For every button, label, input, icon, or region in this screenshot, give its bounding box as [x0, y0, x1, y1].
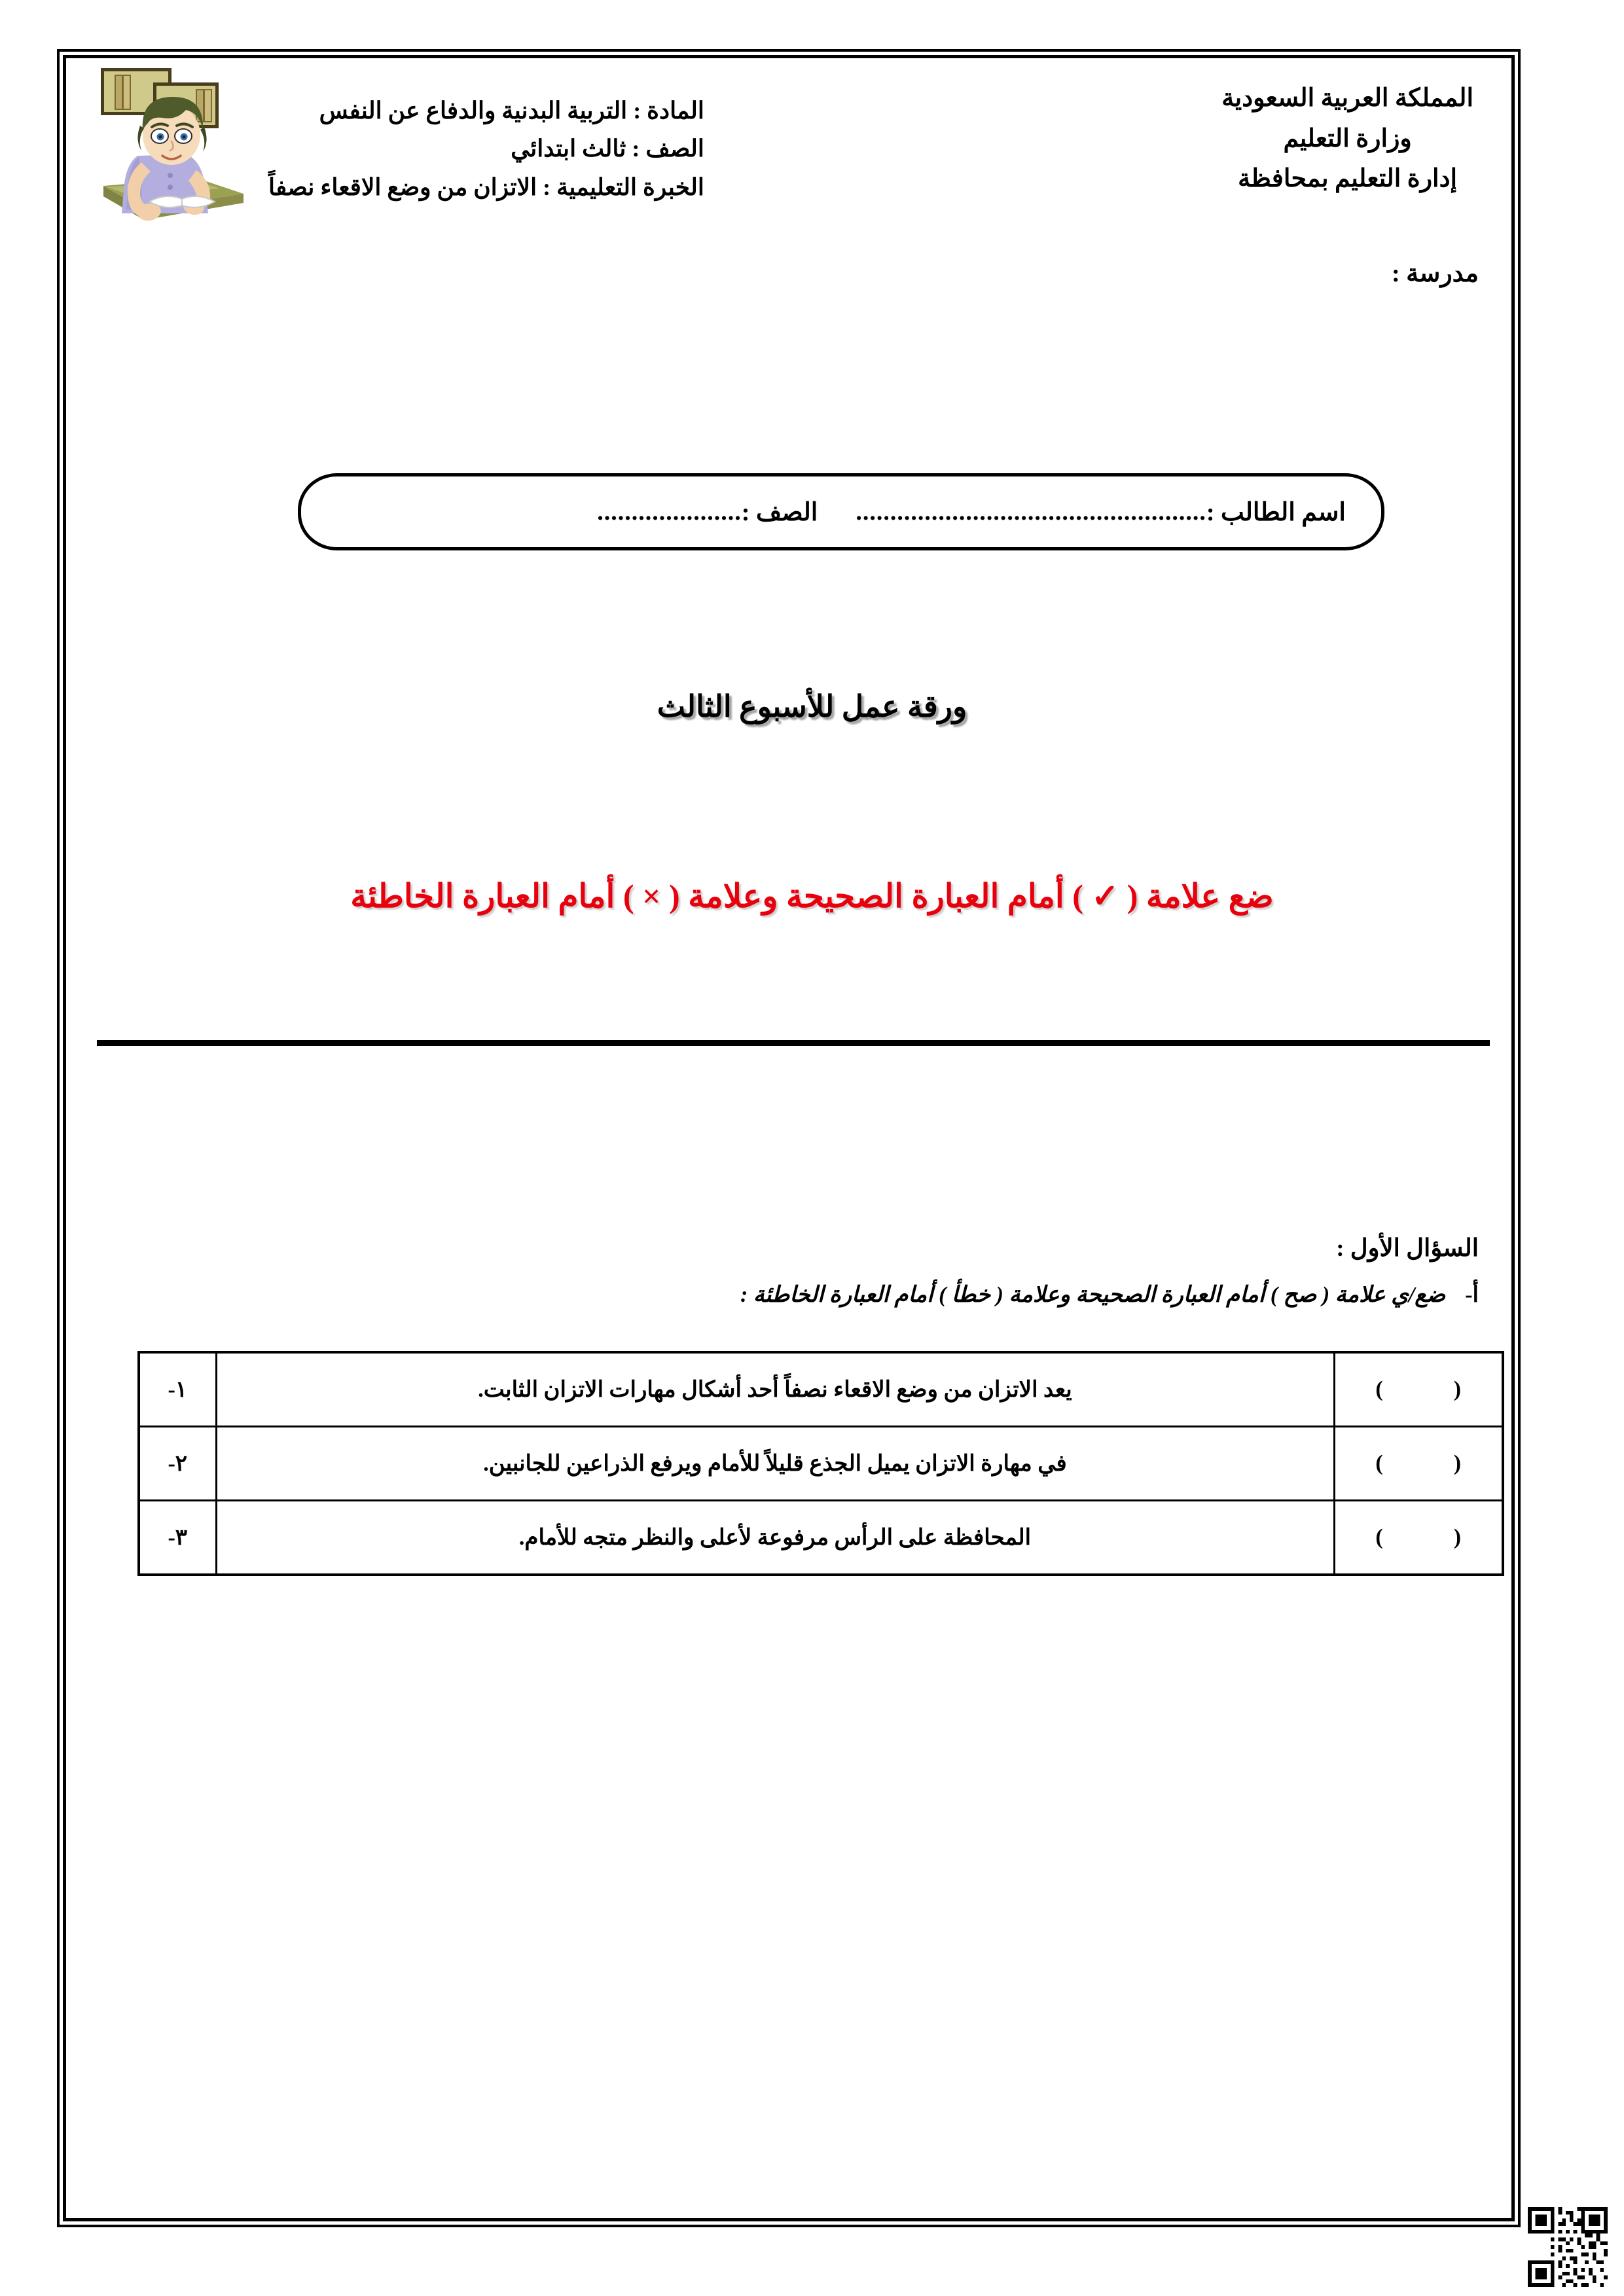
- ministry-line-department: إدارة التعليم بمحافظة: [1238, 165, 1458, 193]
- page-border: [63, 55, 1515, 2221]
- instruction-text: ضع علامة ( ✓ ) أمام العبارة الصحيحة وعلامة ( × ) أمام العبارة الخاطئة: [350, 878, 1274, 914]
- paren-close: ): [1375, 1525, 1383, 1549]
- experience-line: الخبرة التعليمية : الاتزان من وضع الاقعاء نصفاً: [268, 173, 704, 200]
- student-info-box: [298, 473, 1384, 550]
- table-row: [139, 1501, 1503, 1575]
- ministry-line-ministry: وزارة التعليم: [1283, 124, 1412, 152]
- question-prompt: ضع/ي علامة ( صح ) أمام العبارة الصحيحة وعلامة ( خطأ ) أمام العبارة الخاطئة :: [740, 1283, 1446, 1307]
- row-number-cell: ١-: [139, 1352, 216, 1427]
- statement-cell: في مهارة الاتزان يميل الجذع قليلاً للأمام ويرفع الذراعين للجانبين.: [216, 1427, 1334, 1501]
- page-title: ورقة عمل للأسبوع الثالث: [657, 690, 967, 723]
- student-name-label: اسم الطالب :: [1206, 498, 1346, 526]
- question-marker: أ-: [1465, 1283, 1479, 1307]
- student-class-field[interactable]: .....................: [597, 498, 742, 526]
- statement-cell: يعد الاتزان من وضع الاقعاء نصفاً أحد أشكال مهارات الاتزان الثابت.: [216, 1352, 1334, 1427]
- question-prompt-row: [740, 1282, 1479, 1308]
- paren-open: (: [1453, 1377, 1462, 1401]
- answer-cell[interactable]: [1334, 1501, 1503, 1575]
- answer-cell[interactable]: [1334, 1352, 1503, 1427]
- subject-header: [268, 92, 704, 206]
- paren-open: (: [1453, 1451, 1462, 1475]
- ministry-header: [1221, 79, 1473, 200]
- student-name-field[interactable]: ...................................................: [856, 498, 1206, 526]
- true-false-table: [137, 1351, 1504, 1576]
- grade-line: الصف : ثالث ابتدائي: [511, 135, 704, 162]
- paren-close: ): [1375, 1451, 1383, 1475]
- paren-open: (: [1453, 1525, 1462, 1549]
- qr-code: [1528, 2207, 1608, 2287]
- row-number-cell: ٣-: [139, 1501, 216, 1575]
- school-label: مدرسة :: [1391, 260, 1479, 287]
- student-class-label: الصف :: [741, 498, 818, 526]
- section-divider: [97, 1040, 1490, 1046]
- paren-close: ): [1375, 1377, 1383, 1401]
- question-heading: السؤال الأول :: [1336, 1235, 1479, 1262]
- answer-cell[interactable]: [1334, 1427, 1503, 1501]
- ministry-line-kingdom: المملكة العربية السعودية: [1221, 84, 1473, 112]
- statement-cell: المحافظة على الرأس مرفوعة لأعلى والنظر متجه للأمام.: [216, 1501, 1334, 1575]
- table-row: [139, 1352, 1503, 1427]
- subject-line: المادة : التربية البدنية والدفاع عن النفس: [319, 98, 704, 124]
- table-row: [139, 1427, 1503, 1501]
- row-number-cell: ٢-: [139, 1427, 216, 1501]
- student-reading-clipart: [98, 58, 249, 224]
